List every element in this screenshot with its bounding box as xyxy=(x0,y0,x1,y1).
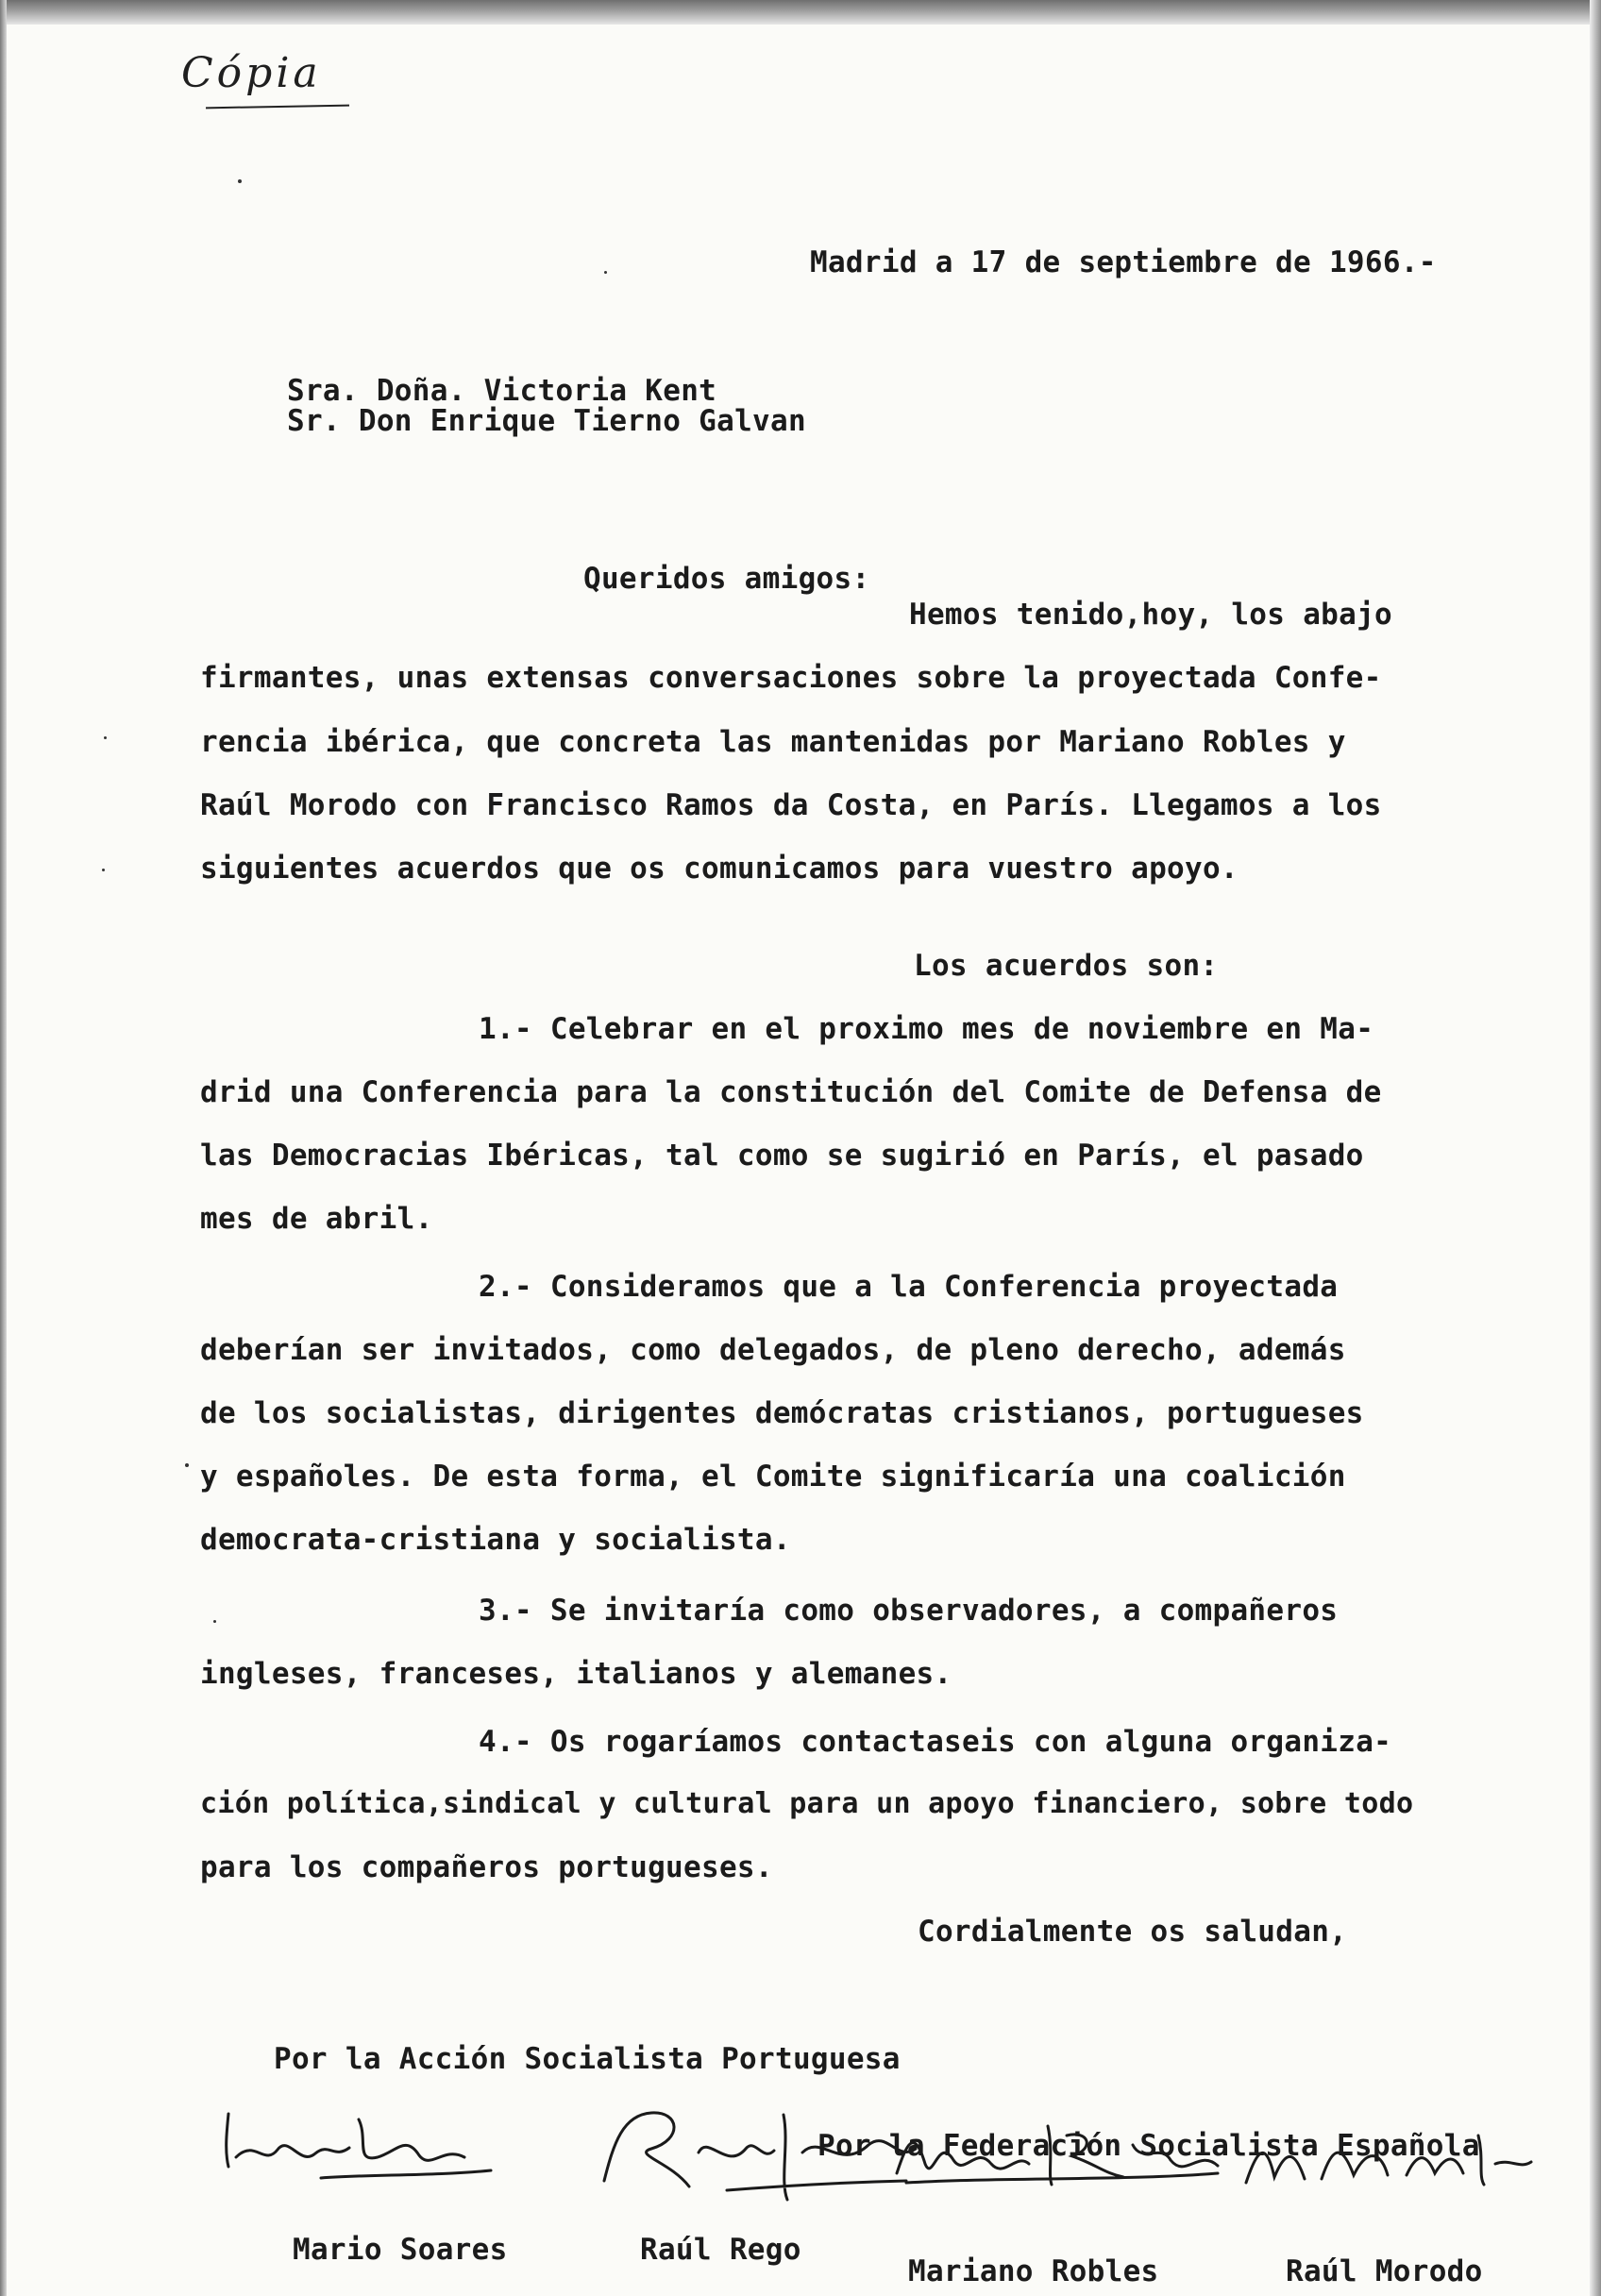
intro-line: Raúl Morodo con Francisco Ramos da Costa, en París. Llegamos a los xyxy=(200,788,1382,822)
agreement-line: 3.- Se invitaría como observadores, a compañeros xyxy=(479,1594,1339,1628)
org-spain: Por la Federación Socialista Española xyxy=(817,2129,1480,2163)
signature-raul-morodo xyxy=(1237,2117,1539,2192)
agreement-line: las Democracias Ibéricas, tal como se sugirió en París, el pasado xyxy=(200,1139,1364,1173)
intro-line: firmantes, unas extensas conversaciones sobre la proyectada Confe- xyxy=(200,661,1382,695)
closing: Cordialmente os saludan, xyxy=(918,1915,1348,1949)
agreements-heading: Los acuerdos son: xyxy=(914,949,1219,983)
scan-right-edge xyxy=(1590,0,1601,2296)
agreement-line: 4.- Os rogaríamos contactaseis con alguna organiza- xyxy=(479,1725,1392,1759)
agreement-line: mes de abril. xyxy=(200,1202,433,1236)
stamp-underline xyxy=(206,105,349,110)
org-portugal: Por la Acción Socialista Portuguesa xyxy=(274,2042,901,2076)
scan-speck xyxy=(104,736,107,739)
recipient-line: Sr. Don Enrique Tierno Galvan xyxy=(287,404,806,438)
agreement-line: deberían ser invitados, como delegados, de pleno derecho, además xyxy=(200,1333,1346,1367)
intro-line: siguientes acuerdos que os comunicamos para vuestro apoyo. xyxy=(200,852,1239,886)
scan-speck xyxy=(604,271,607,274)
scan-left-edge xyxy=(0,0,7,2296)
date-line: Madrid a 17 de septiembre de 1966.- xyxy=(810,245,1437,279)
agreement-line: ción política,sindical y cultural para un apoyo financiero, sobre todo xyxy=(200,1787,1414,1820)
copy-stamp: Cópia xyxy=(181,49,322,97)
agreement-line: 2.- Consideramos que a la Conferencia proyectada xyxy=(479,1270,1339,1304)
signatory-name: Raúl Morodo xyxy=(1286,2254,1483,2288)
signature-mariano-robles xyxy=(887,2107,1227,2192)
agreement-line: 1.- Celebrar en el proximo mes de noviembre en Ma- xyxy=(479,1012,1374,1046)
signatory-name: Mario Soares xyxy=(293,2233,508,2267)
scan-speck xyxy=(238,179,242,183)
intro-line: Hemos tenido,hoy, los abajo xyxy=(909,598,1393,632)
signatory-name: Mariano Robles xyxy=(908,2254,1159,2288)
scan-speck xyxy=(102,869,105,871)
salutation: Queridos amigos: xyxy=(583,562,870,596)
agreement-line: y españoles. De esta forma, el Comite significaría una coalición xyxy=(200,1460,1346,1494)
intro-line: rencia ibérica, que concreta las mantenidas por Mariano Robles y xyxy=(200,725,1346,759)
agreement-line: para los compañeros portugueses. xyxy=(200,1850,773,1884)
signature-mario-soares xyxy=(217,2101,500,2186)
signatory-name: Raúl Rego xyxy=(640,2233,801,2267)
signature-raul-rego xyxy=(585,2096,925,2209)
agreement-line: drid una Conferencia para la constitución del Comite de Defensa de xyxy=(200,1075,1382,1109)
agreement-line: ingleses, franceses, italianos y alemanes. xyxy=(200,1657,952,1691)
agreement-line: democrata-cristiana y socialista. xyxy=(200,1523,791,1557)
scan-speck xyxy=(185,1463,189,1467)
agreement-line: de los socialistas, dirigentes demócratas cristianos, portugueses xyxy=(200,1396,1364,1430)
scan-speck xyxy=(213,1620,216,1623)
recipient-line: Sra. Doña. Victoria Kent xyxy=(287,374,717,408)
scan-top-edge xyxy=(0,0,1601,25)
